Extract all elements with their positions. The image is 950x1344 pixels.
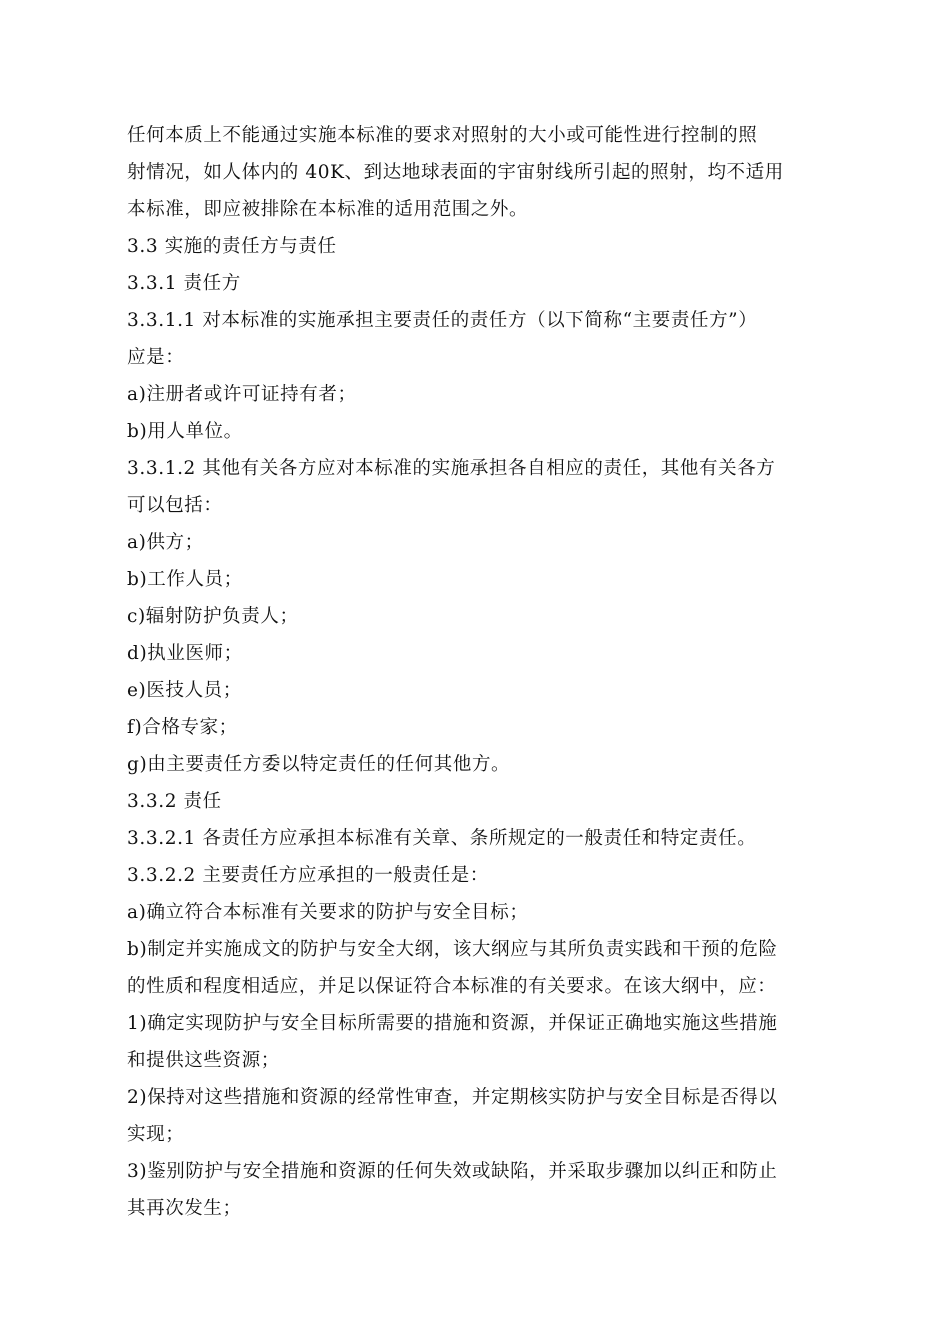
text-line: 和提供这些资源； [127, 1050, 280, 1071]
text-line: 任何本质上不能通过实施本标准的要求对照射的大小或可能性进行控制的照 [127, 125, 758, 146]
section-heading-3-3-1: 3.3.1 责任方 [127, 273, 241, 294]
list-item: b)工作人员； [127, 569, 243, 590]
list-item: g)由主要责任方委以特定责任的任何其他方。 [127, 754, 511, 775]
text-line: 其再次发生； [127, 1198, 242, 1219]
list-item: f)合格专家； [127, 717, 238, 738]
text-line: 实现； [127, 1124, 185, 1145]
text-line: 本标准，即应被排除在本标准的适用范围之外。 [127, 199, 529, 220]
list-item: 3)鉴别防护与安全措施和资源的任何失效或缺陷，并采取步骤加以纠正和防止 [127, 1161, 778, 1182]
clause-3-3-1-1: 3.3.1.1 对本标准的实施承担主要责任的责任方（以下简称“主要责任方”） [127, 310, 758, 331]
clause-3-3-1-2: 3.3.1.2 其他有关各方应对本标准的实施承担各自相应的责任，其他有关各方 [127, 458, 776, 479]
text-line: 的性质和程度相适应，并足以保证符合本标准的有关要求。在该大纲中，应： [127, 976, 777, 997]
list-item: a)供方； [127, 532, 204, 553]
list-item: e)医技人员； [127, 680, 242, 701]
list-item: 1)确定实现防护与安全目标所需要的措施和资源，并保证正确地实施这些措施 [127, 1013, 778, 1034]
clause-3-3-2-1: 3.3.2.1 各责任方应承担本标准有关章、条所规定的一般责任和特定责任。 [127, 828, 757, 849]
list-item: 2)保持对这些措施和资源的经常性审查，并定期核实防护与安全目标是否得以 [127, 1087, 778, 1108]
text-line: 可以包括： [127, 495, 223, 516]
document-body [127, 117, 839, 1227]
section-heading-3-3-2: 3.3.2 责任 [127, 791, 222, 812]
clause-3-3-2-2: 3.3.2.2 主要责任方应承担的一般责任是： [127, 865, 489, 886]
text-line: 应是： [127, 347, 185, 368]
list-item: b)用人单位。 [127, 421, 243, 442]
list-item: d)执业医师； [127, 643, 243, 664]
list-item: b)制定并实施成文的防护与安全大纲，该大纲应与其所负责实践和干预的危险 [127, 939, 778, 960]
list-item: a)注册者或许可证持有者； [127, 384, 357, 405]
list-item: a)确立符合本标准有关要求的防护与安全目标； [127, 902, 529, 923]
section-heading-3-3: 3.3 实施的责任方与责任 [127, 236, 337, 257]
list-item: c)辐射防护负责人； [127, 606, 299, 627]
text-line: 射情况，如人体内的 40K、到达地球表面的宇宙射线所引起的照射，均不适用 [127, 162, 784, 183]
